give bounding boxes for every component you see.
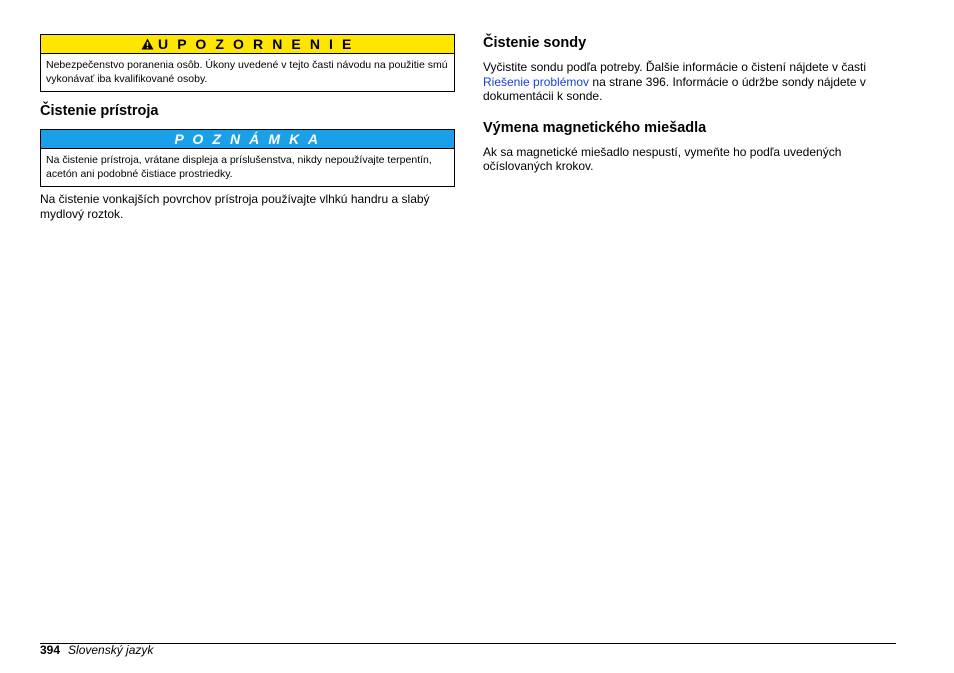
section-heading-cleaning-probe: Čistenie sondy — [483, 35, 587, 51]
troubleshooting-link[interactable]: Riešenie problémov — [483, 74, 590, 89]
paragraph-cleaning-probe — [483, 60, 898, 104]
warning-text: Nebezpečenstvo poranenia osôb. Úkony uvedené v tejto časti návodu na použitie smú vykonávať iba kvalifikované osoby. — [46, 59, 448, 85]
page-number: 394 — [40, 643, 61, 657]
warning-header — [41, 35, 454, 54]
section-heading-replace-stirrer: Výmena magnetického miešadla — [483, 119, 707, 136]
warning-label: U P O Z O R N E N I E — [158, 36, 354, 52]
warning-triangle-icon — [141, 38, 154, 50]
left-column — [40, 34, 455, 221]
paragraph-cleaning-instrument: Na čistenie vonkajších povrchov prístroja používajte vlhkú handru a slabý mydlový roztok. — [40, 192, 430, 221]
note-text: Na čistenie prístroja, vrátane displeja a príslušenstva, nikdy nepoužívajte terpentín, acetón ani podobné čistiace prostriedky. — [46, 154, 432, 180]
note-header — [41, 130, 454, 149]
footer-divider — [40, 643, 896, 644]
probe-text-end: na strane 396. Informácie o údržbe sondy nájdete v dokumentácii k sonde. — [483, 74, 866, 103]
note-label: P O Z N Á M K A — [174, 131, 321, 147]
note-box — [40, 129, 455, 187]
paragraph-replace-stirrer: Ak sa magnetické miešadlo nespustí, vymeňte ho podľa uvedených očíslovaných krokov. — [483, 144, 842, 173]
probe-text-start: Vyčistite sondu podľa potreby. Ďalšie informácie o čistení nájdete v časti — [483, 60, 867, 74]
page-footer — [40, 643, 153, 657]
right-column — [483, 34, 903, 174]
section-heading-cleaning-instrument: Čistenie prístroja — [40, 103, 159, 119]
warning-box — [40, 34, 455, 92]
footer-language: Slovenský jazyk — [68, 643, 154, 657]
